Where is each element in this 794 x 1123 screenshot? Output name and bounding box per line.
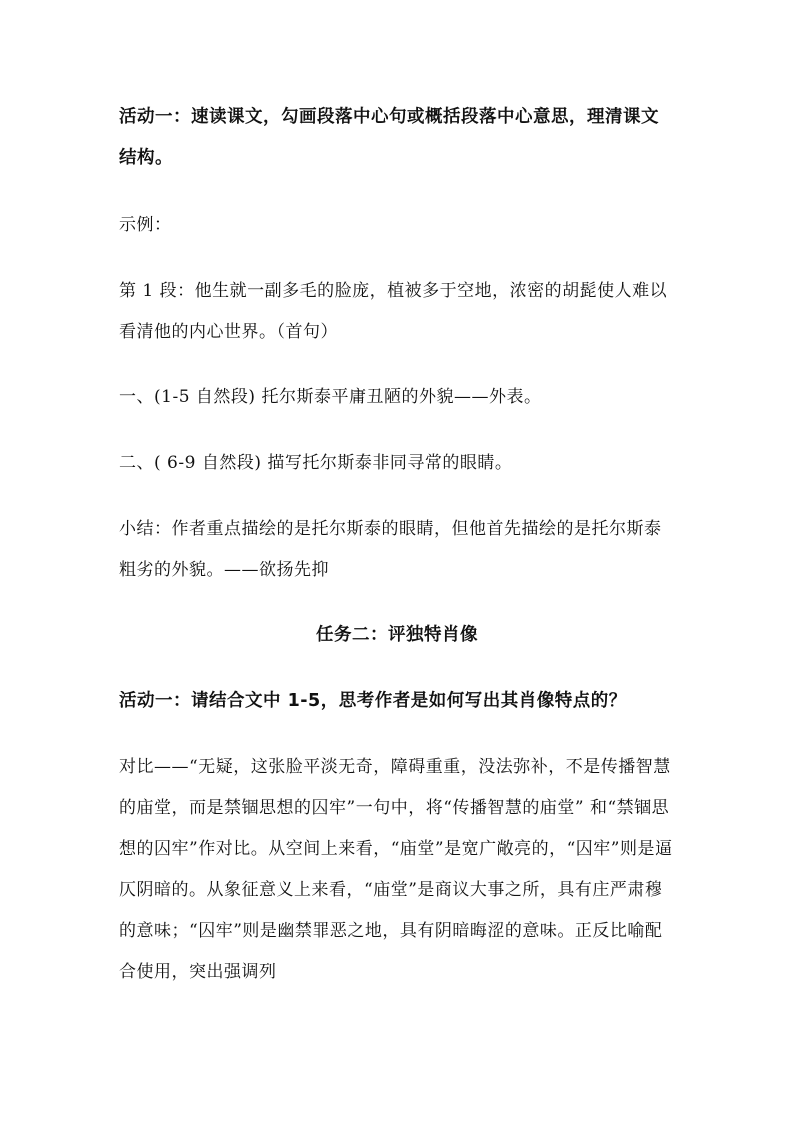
summary-paragraph: 小结：作者重点描绘的是托尔斯泰的眼睛，但他首先描绘的是托尔斯泰粗劣的外貌。——欲扬先抑 xyxy=(119,519,662,580)
example-label: 示例： xyxy=(119,215,172,235)
contrast-paragraph: 对比——“无疑，这张脸平淡无奇，障碍重重，没法弥补，不是传播智慧的庙堂，而是禁锢思想的囚牢”一句中，将“传播智慧的庙堂” 和“禁锢思想的囚牢”作对比。从空间上来看，“庙堂”是宽广敞亮的，“囚牢”则是逼仄阴暗的。从象征意义上来看，“庙堂”是商议大事之所，具有庄严肃穆的意味；“囚牢”则是幽禁罪恶之地，具有阴暗晦涩的意味。正反比喻配合使用，突出强调列 xyxy=(119,757,673,982)
activity1-heading: 活动一：速读课文，勾画段落中心句或概括段落中心意思，理清课文结构。 xyxy=(119,107,659,168)
section-one-summary: 一、(1-5 自然段) 托尔斯泰平庸丑陋的外貌——外表。 xyxy=(119,387,542,407)
task2-title: 任务二：评独特肖像 xyxy=(316,625,478,645)
paragraph-1-summary: 第 1 段：他生就一副多毛的脸庞，植被多于空地，浓密的胡髭使人难以看清他的内心世界。（首句） xyxy=(119,281,668,342)
task2-activity1-heading: 活动一：请结合文中 1-5，思考作者是如何写出其肖像特点的？ xyxy=(119,691,627,711)
section-two-summary: 二、( 6-9 自然段) 描写托尔斯泰非同寻常的眼睛。 xyxy=(119,453,513,473)
